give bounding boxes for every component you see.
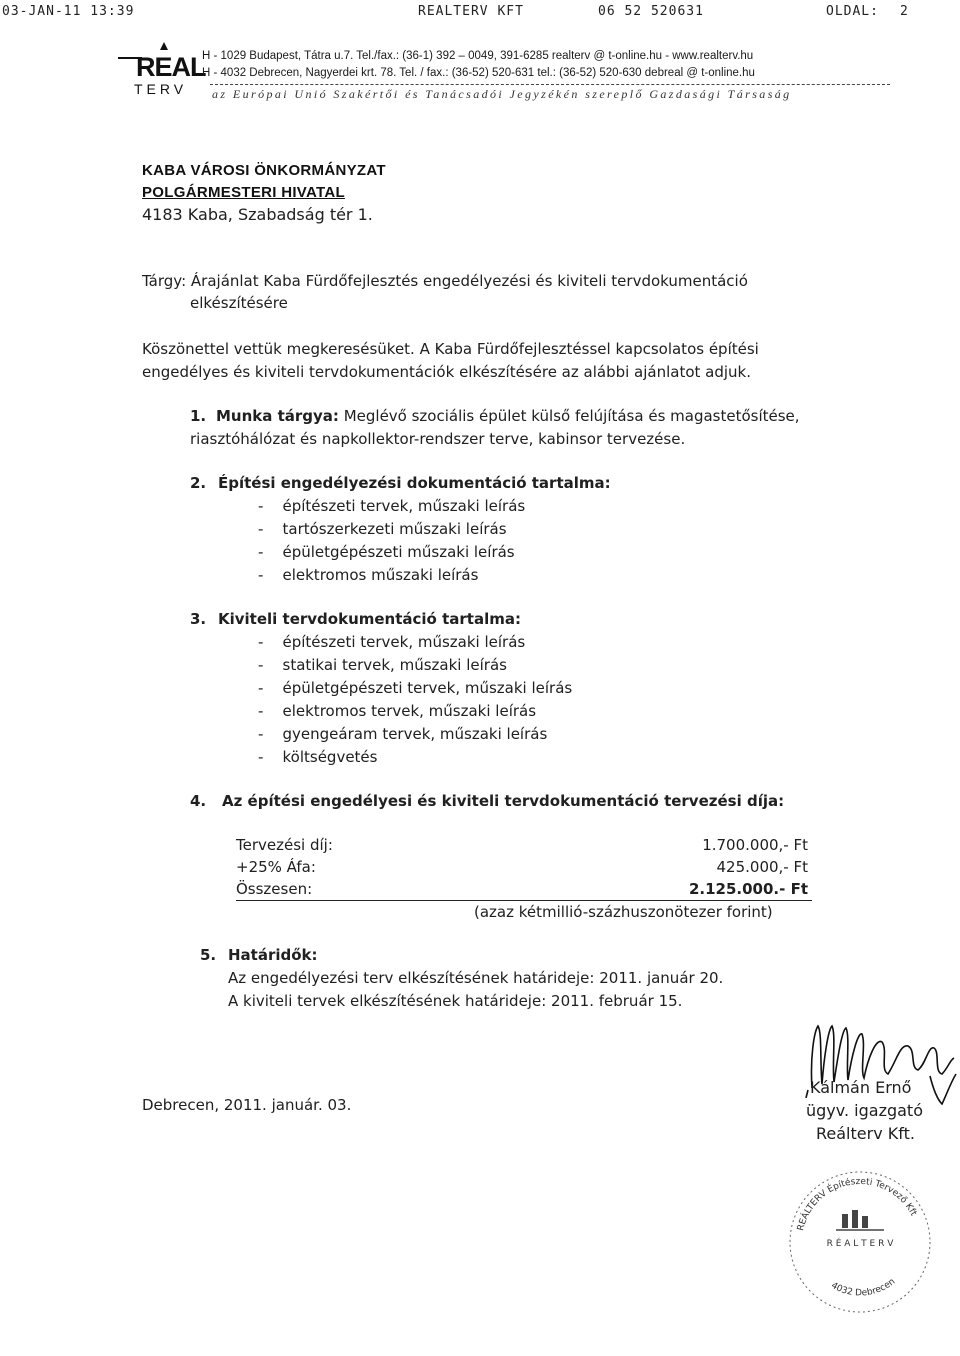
- intro-line-1: Köszönettel vettük megkeresésüket. A Kaba Fürdőfejlesztéssel kapcsolatos építési: [142, 340, 759, 358]
- list-item: - gyengeáram tervek, műszaki leírás: [258, 725, 548, 743]
- company-stamp: [780, 1160, 940, 1320]
- section-5-heading: Határidők:: [228, 946, 318, 964]
- svg-text:4032 Debrecen: [829, 1277, 897, 1299]
- fax-phone: 06 52 520631: [598, 4, 704, 19]
- list-item: - elektromos műszaki leírás: [258, 566, 479, 584]
- fax-page-number: 2: [900, 4, 909, 19]
- section-1-line-2: riasztóhálózat és napkollektor-rendszer terve, kabinsor tervezése.: [190, 430, 686, 448]
- company-logo: [118, 40, 210, 100]
- signer-name: Kálmán Ernő: [810, 1078, 912, 1097]
- section-2-heading: Építési engedélyezési dokumentáció tartalma:: [218, 474, 611, 492]
- signer-title: ügyv. igazgató: [806, 1101, 923, 1120]
- place-date: Debrecen, 2011. január. 03.: [142, 1096, 352, 1114]
- section-1-number: 1.: [190, 407, 207, 425]
- subject-line-1: Tárgy: Árajánlat Kaba Fürdőfejlesztés engedélyezési és kiviteli tervdokumentáció: [142, 272, 748, 290]
- signer-company: Reálterv Kft.: [816, 1124, 915, 1143]
- fax-datetime: 03-JAN-11 13:39: [2, 4, 135, 19]
- fax-sender: REALTERV KFT: [418, 4, 524, 19]
- address-line-budapest: H - 1029 Budapest, Tátra u.7. Tel./fax.: (36-1) 392 – 0049, 391-6285 realterv @ t-online.hu - www.realterv.hu: [202, 50, 754, 62]
- section-3-heading: Kiviteli tervdokumentáció tartalma:: [218, 610, 521, 628]
- total-label: Összesen:: [236, 880, 313, 898]
- signature-flourish: [928, 1070, 958, 1114]
- fee-label: Tervezési díj:: [236, 836, 333, 854]
- section-1-text: Meglévő szociális épület külső felújítása és magastetősítése,: [338, 407, 800, 425]
- intro-line-2: engedélyes és kiviteli tervdokumentációk elkészítésére az alábbi ajánlatot adjuk.: [142, 363, 752, 381]
- total-in-words: (azaz kétmillió-százhuszonötezer forint): [474, 903, 773, 921]
- letterhead-slogan: az Európai Unió Szakértői és Tanácsadói Jegyzékén szereplő Gazdasági Társaság: [212, 87, 792, 101]
- fee-value: 1.700.000,- Ft: [702, 836, 808, 854]
- section-4-number: 4.: [190, 792, 207, 810]
- list-item: - elektromos tervek, műszaki leírás: [258, 702, 537, 720]
- list-item: - költségvetés: [258, 748, 378, 766]
- recipient-line-2: POLGÁRMESTERI HIVATAL: [142, 184, 345, 201]
- recipient-line-1: KABA VÁROSI ÖNKORMÁNYZAT: [142, 162, 386, 179]
- list-item: - statikai tervek, műszaki leírás: [258, 656, 507, 674]
- list-item: - építészeti tervek, műszaki leírás: [258, 633, 526, 651]
- section-3-number: 3.: [190, 610, 207, 628]
- recipient-address: 4183 Kaba, Szabadság tér 1.: [142, 205, 373, 224]
- list-item: - tartószerkezeti műszaki leírás: [258, 520, 507, 538]
- fax-page-label: OLDAL:: [826, 4, 879, 19]
- total-underline: [236, 900, 812, 901]
- section-1-line-1: [216, 407, 800, 425]
- list-item: - építészeti tervek, műszaki leírás: [258, 497, 526, 515]
- logo-word-real: REAL: [136, 52, 206, 82]
- list-item: - épületgépészeti tervek, műszaki leírás: [258, 679, 573, 697]
- vat-label: +25% Áfa:: [236, 858, 316, 876]
- section-1-heading: Munka tárgya:: [216, 407, 339, 425]
- stamp-ring-text: REÁLTERV Építészeti Tervező Kft: [796, 1176, 919, 1232]
- section-5-number: 5.: [200, 946, 217, 964]
- subject-line-2: elkészítésére: [190, 294, 288, 312]
- address-line-debrecen: H - 4032 Debrecen, Nagyerdei krt. 78. Tel. / fax.: (36-52) 520-631 tel.: (36-52) 520-630 debreal @ t-online.hu: [202, 67, 755, 79]
- stamp-logo-icon: [836, 1210, 884, 1230]
- deadline-construction: A kiviteli tervek elkészítésének határideje: 2011. február 15.: [228, 992, 683, 1010]
- section-4-heading: Az építési engedélyesi és kiviteli tervdokumentáció tervezési díja:: [222, 792, 785, 810]
- vat-value: 425.000,- Ft: [716, 858, 808, 876]
- stamp-center-text: R É A L T E R V: [826, 1239, 894, 1249]
- section-2-number: 2.: [190, 474, 207, 492]
- deadline-permit: Az engedélyezési terv elkészítésének határideje: 2011. január 20.: [228, 969, 724, 987]
- letterhead-divider: [210, 84, 890, 85]
- stamp-bottom-text: 4032 Debrecen: [829, 1276, 898, 1299]
- list-item: - épületgépészeti műszaki leírás: [258, 543, 515, 561]
- logo-word-terv: TERV: [134, 81, 188, 97]
- total-value: 2.125.000.- Ft: [688, 880, 808, 898]
